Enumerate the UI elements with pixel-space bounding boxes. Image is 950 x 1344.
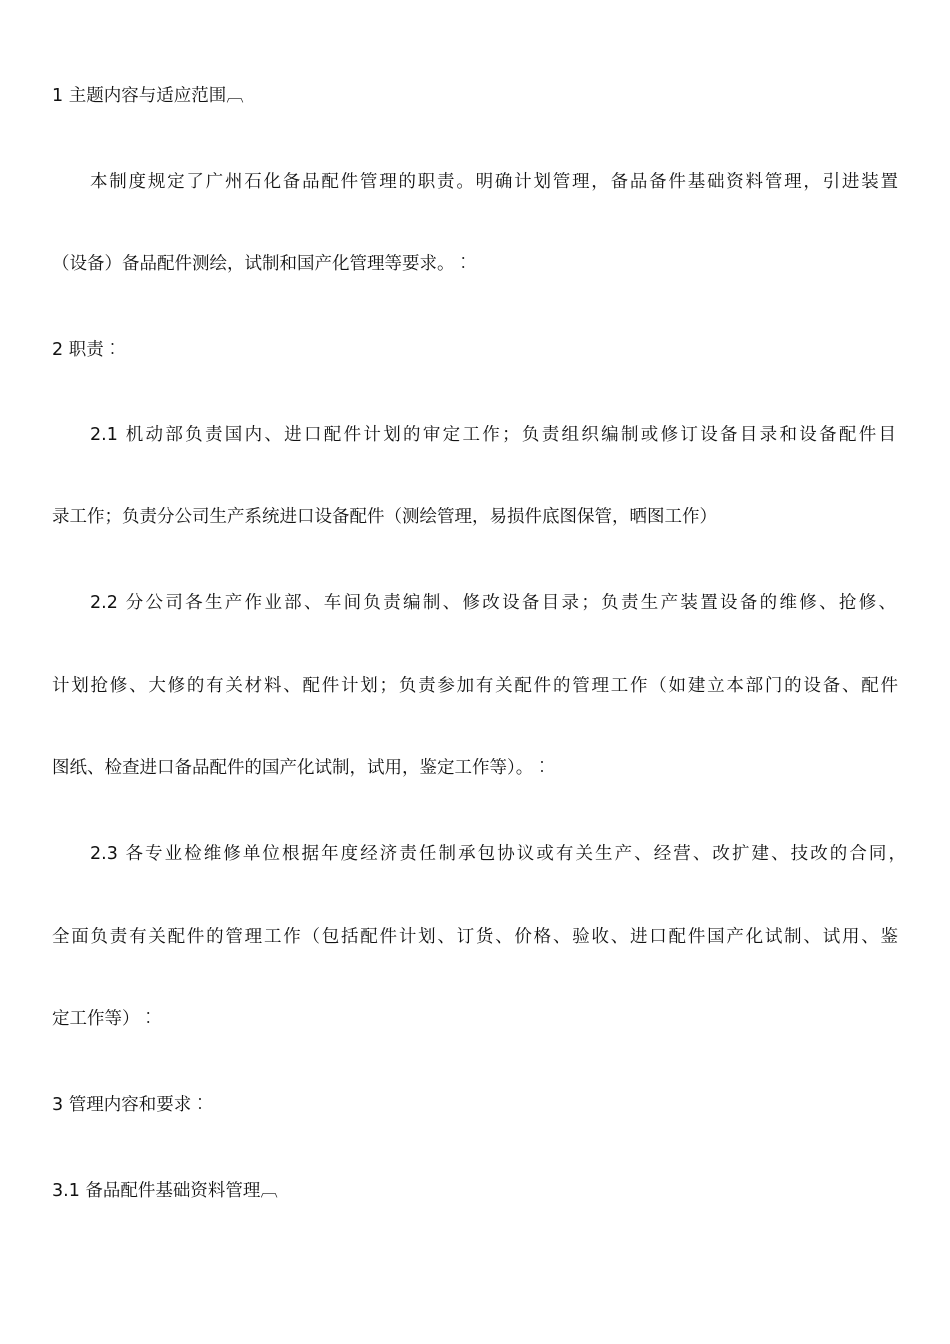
section-3-heading: 3 管理内容和要求︰ — [52, 1095, 209, 1115]
clause-2-3-line-2: 全面负责有关配件的管理工作（包括配件计划、订货、价格、验收、进口配件国产化试制、试用、鉴 — [52, 927, 898, 947]
clause-2-1-line-2: 录工作；负责分公司生产系统进口设备配件（测绘管理，易损件底图保管，晒图工作） — [52, 507, 717, 527]
section-1-paragraph-line-2: （设备）备品配件测绘，试制和国产化管理等要求。︰ — [52, 254, 472, 274]
section-1-heading: 1 主题内容与适应范围︹ — [52, 86, 244, 106]
clause-2-2-line-2: 计划抢修、大修的有关材料、配件计划；负责参加有关配件的管理工作（如建立本部门的设备、配件 — [52, 676, 898, 696]
clause-2-3-line-3: 定工作等）︰ — [52, 1009, 157, 1029]
section-2-heading: 2 职责︰ — [52, 340, 122, 360]
section-1-paragraph-line-1: 本制度规定了广州石化备品配件管理的职责。明确计划管理，备品备件基础资料管理，引进装置 — [90, 172, 898, 192]
clause-2-2-line-3: 图纸、检查进口备品配件的国产化试制，试用，鉴定工作等）。︰ — [52, 758, 551, 778]
clause-2-1-line-1: 2.1 机动部负责国内、进口配件计划的审定工作；负责组织编制或修订设备目录和设备配件目 — [90, 425, 896, 445]
clause-2-2-line-1: 2.2 分公司各生产作业部、车间负责编制、修改设备目录；负责生产装置设备的维修、抢修、 — [90, 593, 896, 613]
subsection-3-1-heading: 3.1 备品配件基础资料管理︹ — [52, 1181, 278, 1201]
clause-2-3-line-1: 2.3 各专业检维修单位根据年度经济责任制承包协议或有关生产、经营、改扩建、技改的合同， — [90, 844, 906, 864]
